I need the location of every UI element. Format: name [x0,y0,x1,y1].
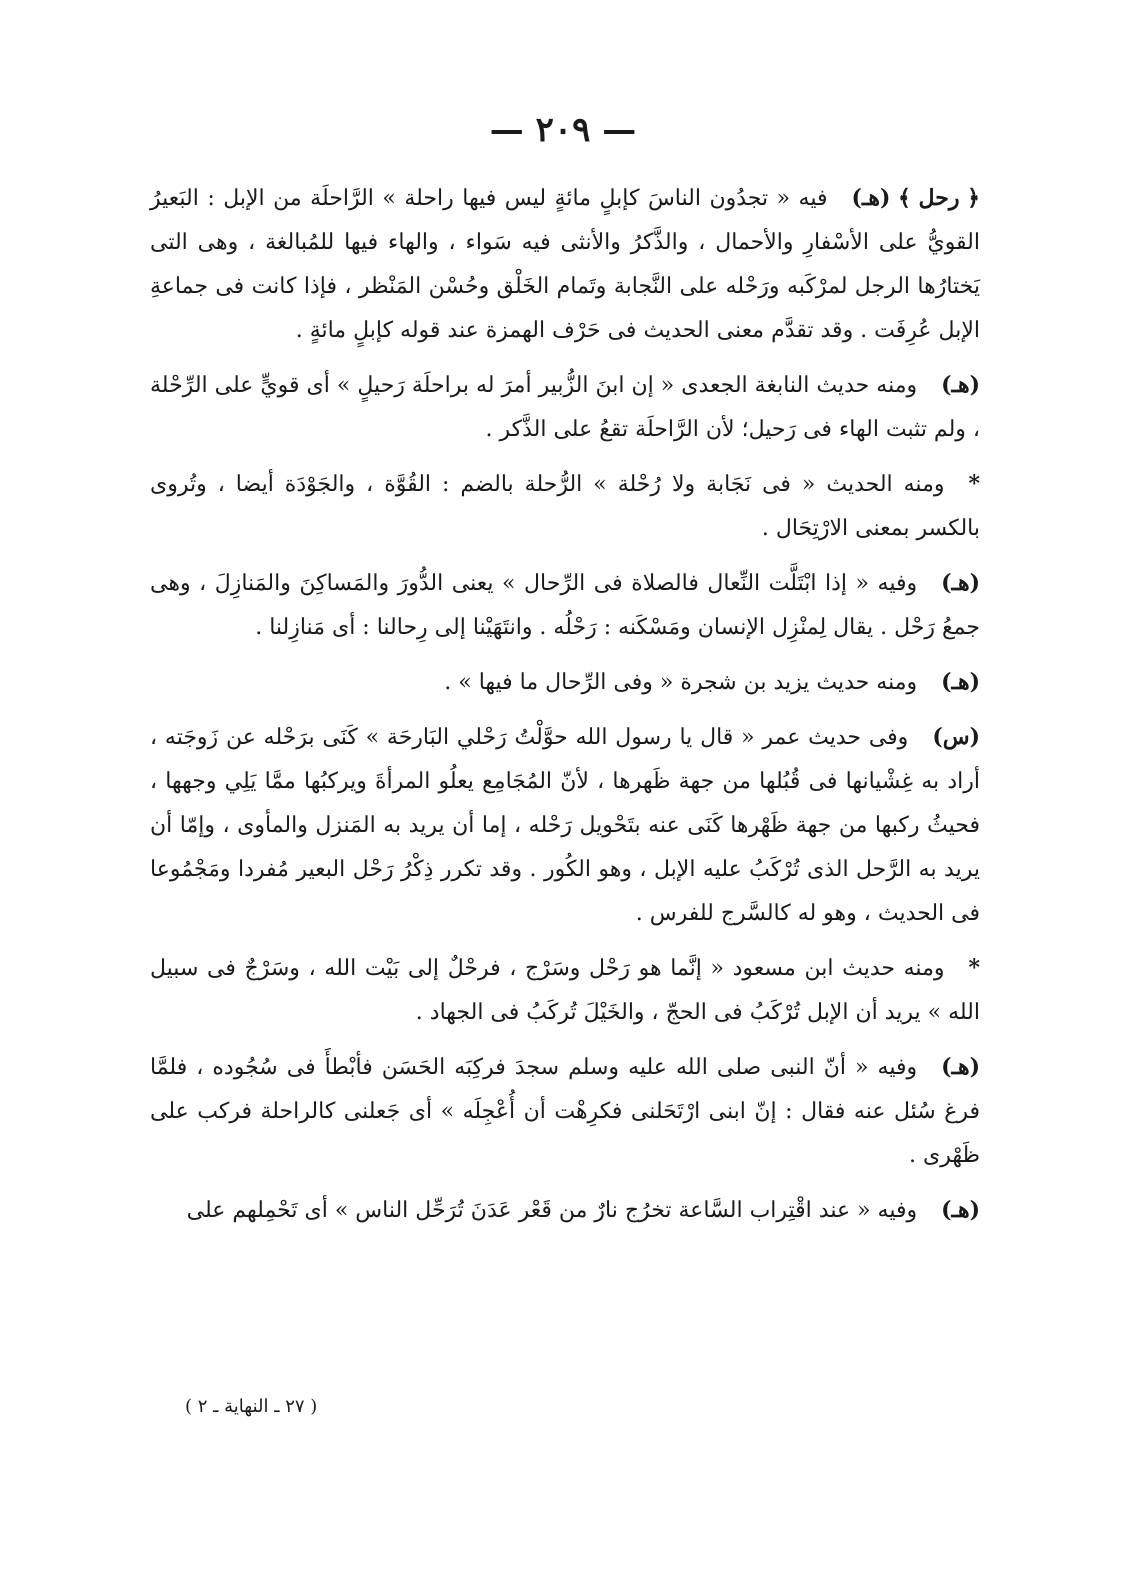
paragraph-marker: (هـ) [941,570,980,596]
paragraph-marker: (هـ) [941,1054,980,1080]
paragraph-text: فيه « تجدُون الناسَ كإبلٍ مائةٍ ليس فيها راحلة » الرَّاحلَة من الإبل : البَعيرُ القويُّ على الأسْفارِ والأحمال ، والذَّكرُ والأنثى فيه سَواء ، والهاء فيها للمُبالغة ، وهى التى يَختارُها الرجل لمرْكَبه ورَحْله على النَّجابة وتَمام الخَلْق وحُسْن المَنْظر ، فإذا كانت فى جماعةِ الإبل عُرِفَت . وقد تقدَّم معنى الحديث فى حَرْف الهمزة عند قوله كإبلٍ مائةٍ . [150,186,980,343]
paragraph-marker: (س) [932,724,980,750]
paragraph-marker: (هـ) [941,669,980,695]
paragraph-4 [150,561,980,650]
paragraph-marker: (هـ) [941,1197,980,1223]
paragraph-marker: * [968,955,980,981]
paragraph-marker: (هـ) [941,372,980,398]
paragraph-marker: ﴿ رحل ﴾ (هـ) [851,185,980,211]
paragraph-2 [150,363,980,452]
page-number: — ٢٠٩ — [489,110,637,150]
paragraph-text: وفيه « عند اقْتِراب السَّاعة تخرُج نارٌ من قَعْر عَدَنَ تُرَحِّل الناس » أى تَحْمِلهم على [186,1198,918,1223]
paragraph-text: ومنه حديث يزيد بن شجرة « وفى الرِّحال ما فيها » . [444,670,918,695]
paragraph-text: وفى حديث عمر « قال يا رسول الله حوَّلْتُ رَحْلي البَارحَة » كَنَى برَحْله عن زَوجَته ، أراد به غِشْيانها فى قُبُلها من جهة ظَهرها ، لأنّ المُجَامِع يعلُو المرأةَ ويركبُها ممَّا يَلِي وجهها ، فحيثُ ركبها من جهة ظَهْرها كَنَى عنه بتَحْويل رَحْله ، إما أن يريد به المَنزل والمأوى ، وإمّا أن يريد به الرَّحل الذى تُرْكَبُ عليه الإبل ، وهو الكُور . وقد تكرر ذِكْرُ رَحْل البعير مُفردا ومَجْمُوعا فى الحديث ، وهو له كالسَّرج للفرس . [150,725,980,926]
paragraph-text: وفيه « إذا ابْتَلَّت النِّعال فالصلاة فى الرِّحال » يعنى الدُّورَ والمَساكِنَ والمَنازِلَ ، وهى جمعُ رَحْل . يقال لِمنْزِل الإنسان ومَسْكَنه : رَحْلُه . وانتَهَيْنا إلى رِحالنا : أى مَنازِلنا . [150,571,980,640]
paragraph-3 [150,462,980,551]
paragraph-text: ومنه الحديث « فى نَجَابة ولا رُحْلة » الرُّحلة بالضم : القُوَّة ، والجَوْدَة أيضا ، وتُروى بالكسر بمعنى الارْتِحَال . [150,472,980,541]
paragraph-8 [150,1045,980,1178]
paragraph-text: ومنه حديث النابغة الجعدى « إن ابنَ الزُّبير أمرَ له براحلَة رَحيلٍ » أى قويٍّ على الرِّحْلة ، ولم تثبت الهاء فى رَحيل؛ لأن الرَّاحلَة تقعُ على الذَّكر . [150,373,980,442]
paragraph-1 [150,176,980,353]
paragraph-marker: * [968,471,980,497]
paragraph-5 [150,660,980,705]
paragraph-6 [150,715,980,936]
paragraph-text: ومنه حديث ابن مسعود « إنَّما هو رَحْل وسَرْج ، فرحْلٌ إلى بَيْت الله ، وسَرْجٌ فى سبيل الله » يريد أن الإبل تُرْكَبُ فى الحجّ ، والخَيْلَ تُركَبُ فى الجهاد . [150,956,980,1025]
body-text [150,176,980,1243]
paragraph-text: وفيه « أنّ النبى صلى الله عليه وسلم سجدَ فركِبَه الحَسَن فأبْطأَ فى سُجُوده ، فلمَّا فرغ سُئل عنه فقال : إنّ ابنى ارْتَحَلنى فكرِهْت أن أُعْجِلَه » أى جَعلنى كالراحلة فركب على ظَهْرى . [150,1055,980,1168]
paragraph-9 [150,1188,980,1233]
paragraph-7 [150,946,980,1035]
footer-signature: ( ٢٧ ـ النهاية ـ ٢ ) [185,1396,318,1417]
